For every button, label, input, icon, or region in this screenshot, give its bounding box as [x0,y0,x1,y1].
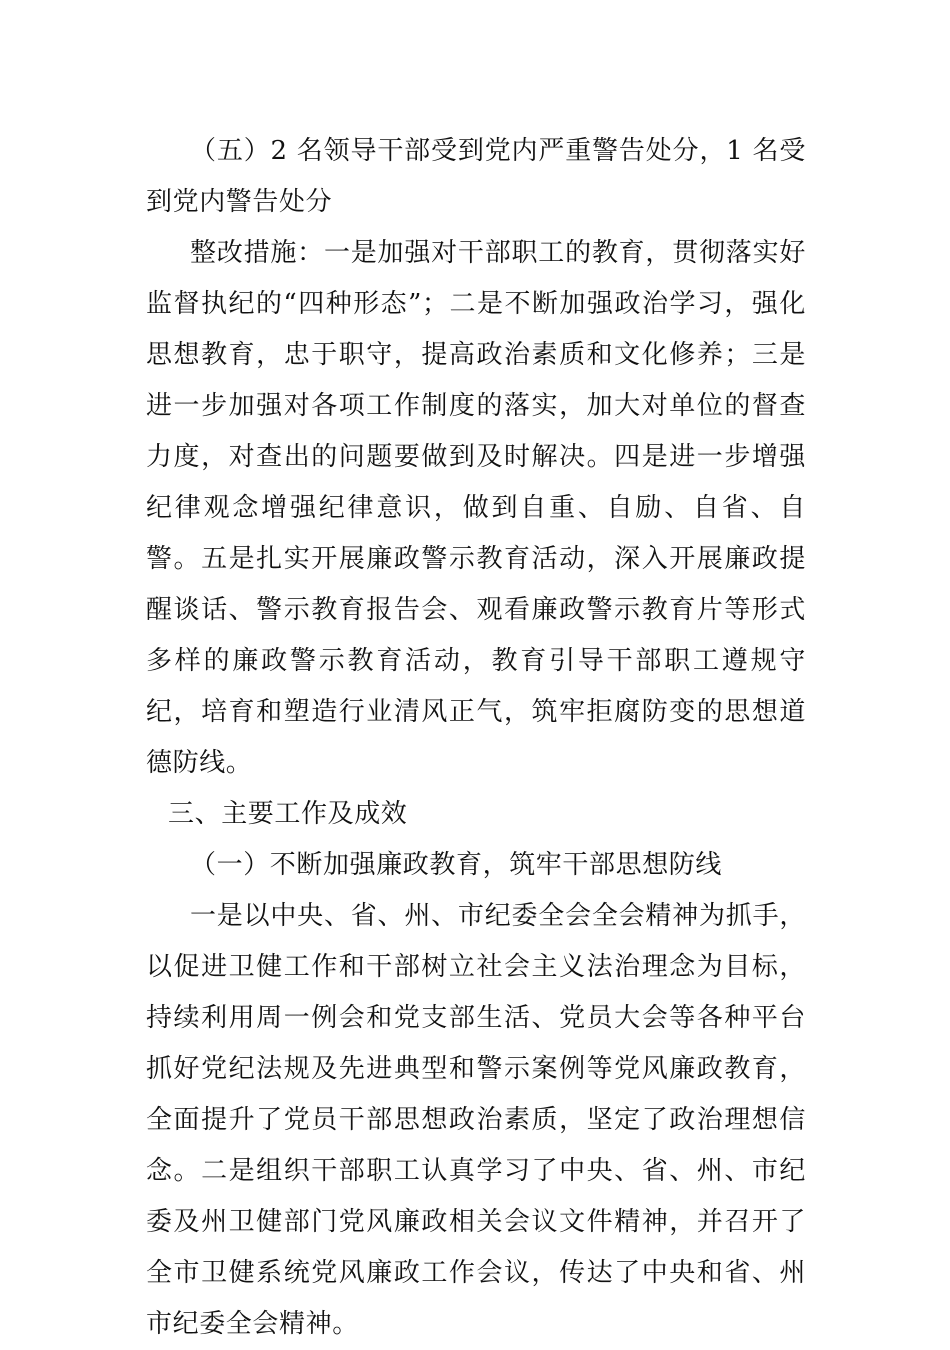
subsection-heading-integrity-education: （一）不断加强廉政教育，筑牢干部思想防线 [190,850,723,880]
paragraph-integrity-education-body: 一是以中央、省、州、市纪委全会全会精神为抓手，以促进卫健工作和干部树立社会主义法治理念为目标，持续利用周一例会和党支部生活、党员大会等各种平台抓好党纪法规及先进典型和警示案例等党风廉政教育，全面提升了党员干部思想政治素质，坚定了政治理想信念。二是组织干部职工认真学习了中央、省、州、市纪委及州卫健部门党风廉政相关会议文件精神，并召开了全市卫健系统党风廉政工作会议，传达了中央和省、州市纪委全会精神。 [146,901,806,1339]
paragraph-punishment-item-5: （五）2 名领导干部受到党内严重警告处分，1 名受到党内警告处分 [146,136,806,217]
document-page [146,126,806,1350]
section-heading-main-work: 三、主要工作及成效 [168,799,408,829]
paragraph-rectification-measures: 整改措施：一是加强对干部职工的教育，贯彻落实好监督执纪的“四种形态”；二是不断加强政治学习，强化思想教育，忠于职守，提高政治素质和文化修养；三是进一步加强对各项工作制度的落实，加大对单位的督查力度，对查出的问题要做到及时解决。四是进一步增强纪律观念增强纪律意识，做到自重、自励、自省、自警。五是扎实开展廉政警示教育活动，深入开展廉政提醒谈话、警示教育报告会、观看廉政警示教育片等形式多样的廉政警示教育活动，教育引导干部职工遵规守纪，培育和塑造行业清风正气，筑牢拒腐防变的思想道德防线。 [146,238,806,778]
